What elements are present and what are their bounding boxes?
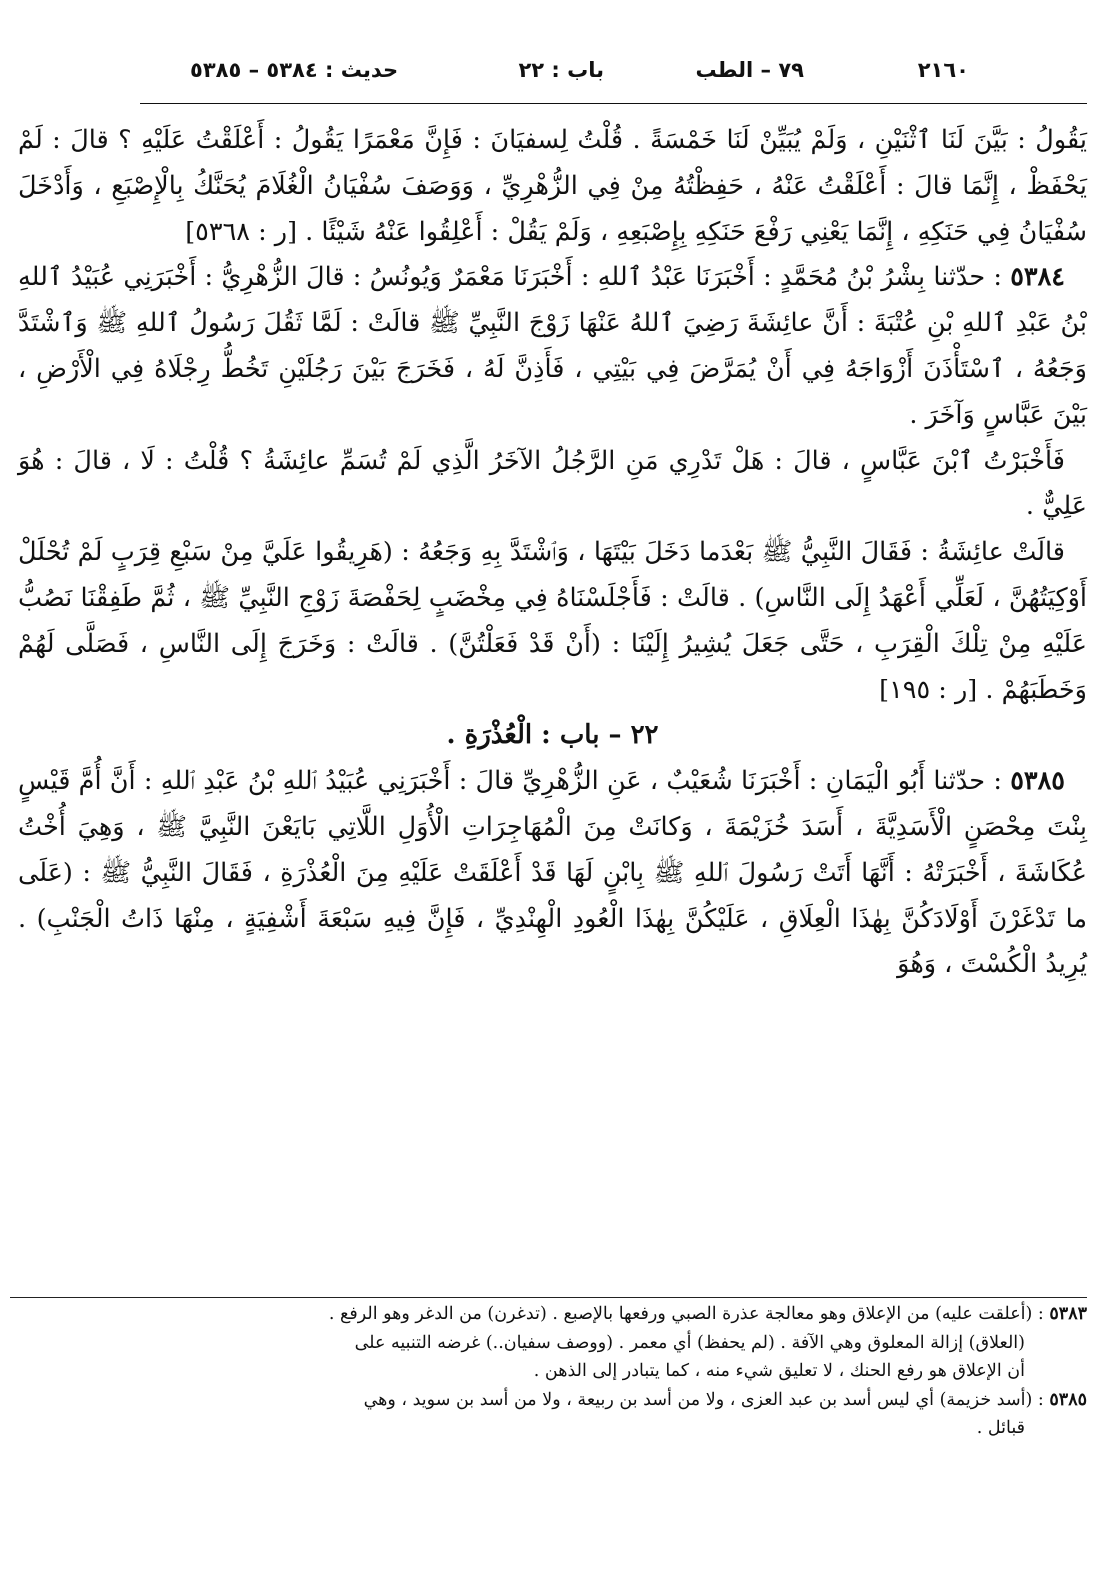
hadith-5385: [18, 759, 1087, 988]
main-text: [18, 118, 1087, 988]
hadith-5384-paragraph-3: قالَتْ عائِشَةُ : فَقَالَ النَّبِيُّ ﷺ بَعْدَما دَخَلَ بَيْتَهَا ، وَٱشْتَدَّ بِهِ وَجَعُهُ : (هَرِيقُوا عَلَيَّ مِنْ سَبْعِ قِرَبٍ لَمْ تُحْلَلْ أَوْكِيَتُهُنَّ ، لَعَلِّي أَعْهَدُ إِلَى النَّاسِ) . قالَتْ : فَأَجْلَسْنَاهُ فِي مِخْضَبٍ لِحَفْصَةَ زَوْجِ النَّبِيِّ ﷺ ، ثُمَّ طَفِقْنَا نَصُبُّ عَلَيْهِ مِنْ تِلْكَ الْقِرَبِ ، حَتَّى جَعَلَ يُشِيرُ إِلَيْنَا : (أَنْ قَدْ فَعَلْتُنَّ) . قالَتْ : وَخَرَجَ إِلَى النَّاسِ ، فَصَلَّى لَهُمْ وَخَطَبَهُمْ . [ر : ١٩٥]: [18, 537, 1087, 705]
footnote-text: : (أسد خزيمة) أي ليس أسد بن عبد العزى ، ولا من أسد بن ربيعة ، ولا من أسد بن سويد ، وهي: [363, 1389, 1044, 1410]
book-title: ٧٩ – الطب: [695, 58, 804, 82]
footnote-number: ٥٣٨٥: [1049, 1389, 1087, 1410]
footnote-divider: [10, 1297, 1087, 1298]
paragraph-continuation: يَقُولُ : بَيَّنَ لَنَا ٱثْنَيْنِ ، وَلَمْ يُبَيِّنْ لَنَا خَمْسَةً . قُلْتُ لِسفيَانَ : فَإِنَّ مَعْمَرًا يَقُولُ : أَعْلَقْتُ عَلَيْهِ ؟ قالَ : لَمْ يَحْفَظْ ، إِنَّمَا قالَ : أَعْلَقْتُ عَنْهُ ، حَفِظْتُهُ مِنْ فِي الزُّهْرِيِّ ، وَوَصَفَ سُفْيَانُ الْغُلَامَ يُحَنَّكُ بِالْإِصْبَعِ ، وَأَدْخَلَ سُفْيَانُ فِي حَنَكِهِ ، إِنَّمَا يَعْنِي رَفْعَ حَنَكِهِ بِإِصْبَعِهِ ، وَلَمْ يَقُلْ : أَعْلِقُوا عَنْهُ شَيْئًا . [ر : ٥٣٦٨]: [18, 125, 1087, 247]
footnote-5385-line-1: [18, 1386, 1087, 1415]
footnotes: [18, 1300, 1087, 1443]
hadith-text: : حدّثنا بِشْرُ بْنُ مُحَمَّدٍ : أَخْبَرَنَا عَبْدُ ٱللهِ : أَخْبَرَنَا مَعْمَرٌ وَيُونُسُ : قالَ الزُّهْرِيُّ : أَخْبَرَنِي عُبَيْدُ ٱللهِ بْنُ عَبْدِ ٱللهِ بْنِ عُتْبَةَ : أَنَّ عائِشَةَ رَضِيَ ٱللهُ عَنْهَا زَوْجَ النَّبِيِّ ﷺ قالَتْ : لَمَّا ثَقُلَ رَسُولُ ٱللهِ ﷺ وَٱشْتَدَّ وَجَعُهُ ، ٱسْتَأْذَنَ أَزْوَاجَهُ فِي أَنْ يُمَرَّضَ فِي بَيْتِي ، فَأَذِنَّ لَهُ ، فَخَرَجَ بَيْنَ رَجُلَيْنِ تَخُطُّ رِجْلَاهُ فِي الْأَرْضِ ، بَيْنَ عَبَّاسٍ وَآخَرَ .: [18, 262, 1087, 430]
footnote-5383-line-2: (العلاق) إزالة المعلوق وهي الآفة . (لم يحفظ) أي معمر . (ووصف سفيان..) غرضه التنبيه على: [354, 1332, 1025, 1353]
hadith-number: ٥٣٨٥: [1010, 766, 1065, 797]
chapter-heading: ٢٢ – باب : الْعُذْرَةِ .: [446, 720, 659, 751]
header-divider: [140, 103, 1087, 104]
footnote-5385-line-2: قبائل .: [976, 1418, 1025, 1438]
footnote-5383-line-1: [18, 1300, 1087, 1329]
footnote-text: : (أعلقت عليه) من الإعلاق وهو معالجة عذرة الصبي ورفعها بالإصبع . (تدغرن) من الدغر وهو الرفع .: [328, 1304, 1044, 1324]
page-number: ٢١٦٠: [917, 58, 969, 82]
hadith-number: ٥٣٨٤: [1010, 262, 1065, 293]
footnote-5383-line-3: أن الإعلاق هو رفع الحنك ، لا تعليق شيء منه ، كما يتبادر إلى الذهن .: [533, 1361, 1025, 1381]
hadith-5384: [18, 255, 1087, 438]
hadith-text: : حدّثنا أَبُو الْيَمَانِ : أَخْبَرَنَا شُعَيْبٌ ، عَنِ الزُّهْرِيِّ قالَ : أَخْبَرَنِي عُبَيْدُ ٱللهِ بْنُ عَبْدِ ٱللهِ : أَنَّ أُمَّ قَيْسٍ بِنْتَ مِحْصَنٍ الْأَسَدِيَّةَ ، أَسَدَ خُزَيْمَةَ ، وَكانَتْ مِنَ الْمُهَاجِرَاتِ الْأُوَلِ اللَّاتِي بَايَعْنَ النَّبِيَّ ﷺ ، وَهِيَ أُخْتُ عُكَاشَةَ ، أَخْبَرَتْهُ : أَنَّهَا أَتَتْ رَسُولَ ٱللهِ ﷺ بِابْنٍ لَهَا قَدْ أَعْلَقَتْ عَلَيْهِ مِنَ الْعُذْرَةِ ، فَقَالَ النَّبِيُّ ﷺ : (عَلَى ما تَدْغَرْنَ أَوْلَادَكُنَّ بِهٰذَا الْعِلَاقِ ، عَلَيْكُنَّ بِهٰذَا الْعُودِ الْهِنْدِيِّ ، فَإِنَّ فِيهِ سَبْعَةَ أَشْفِيَةٍ ، مِنْهَا ذَاتُ الْجَنْبِ) . يُرِيدُ الْكُسْتَ ، وَهُوَ: [18, 766, 1088, 980]
hadith-5384-paragraph-2: فَأَخْبَرْتُ ٱبْنَ عَبَّاسٍ ، قالَ : هَلْ تَدْرِي مَنِ الرَّجُلُ الآخَرُ الَّذِي لَمْ تُسَمِّ عائِشَةُ ؟ قُلْتُ : لَا ، قالَ : هُوَ عَلِيٌّ .: [18, 445, 1087, 522]
chapter-reference: باب : ٢٢: [518, 58, 604, 82]
running-header: [190, 58, 969, 92]
hadith-range: حديث : ٥٣٨٤ – ٥٣٨٥: [190, 58, 399, 82]
footnote-number: ٥٣٨٣: [1049, 1304, 1087, 1324]
